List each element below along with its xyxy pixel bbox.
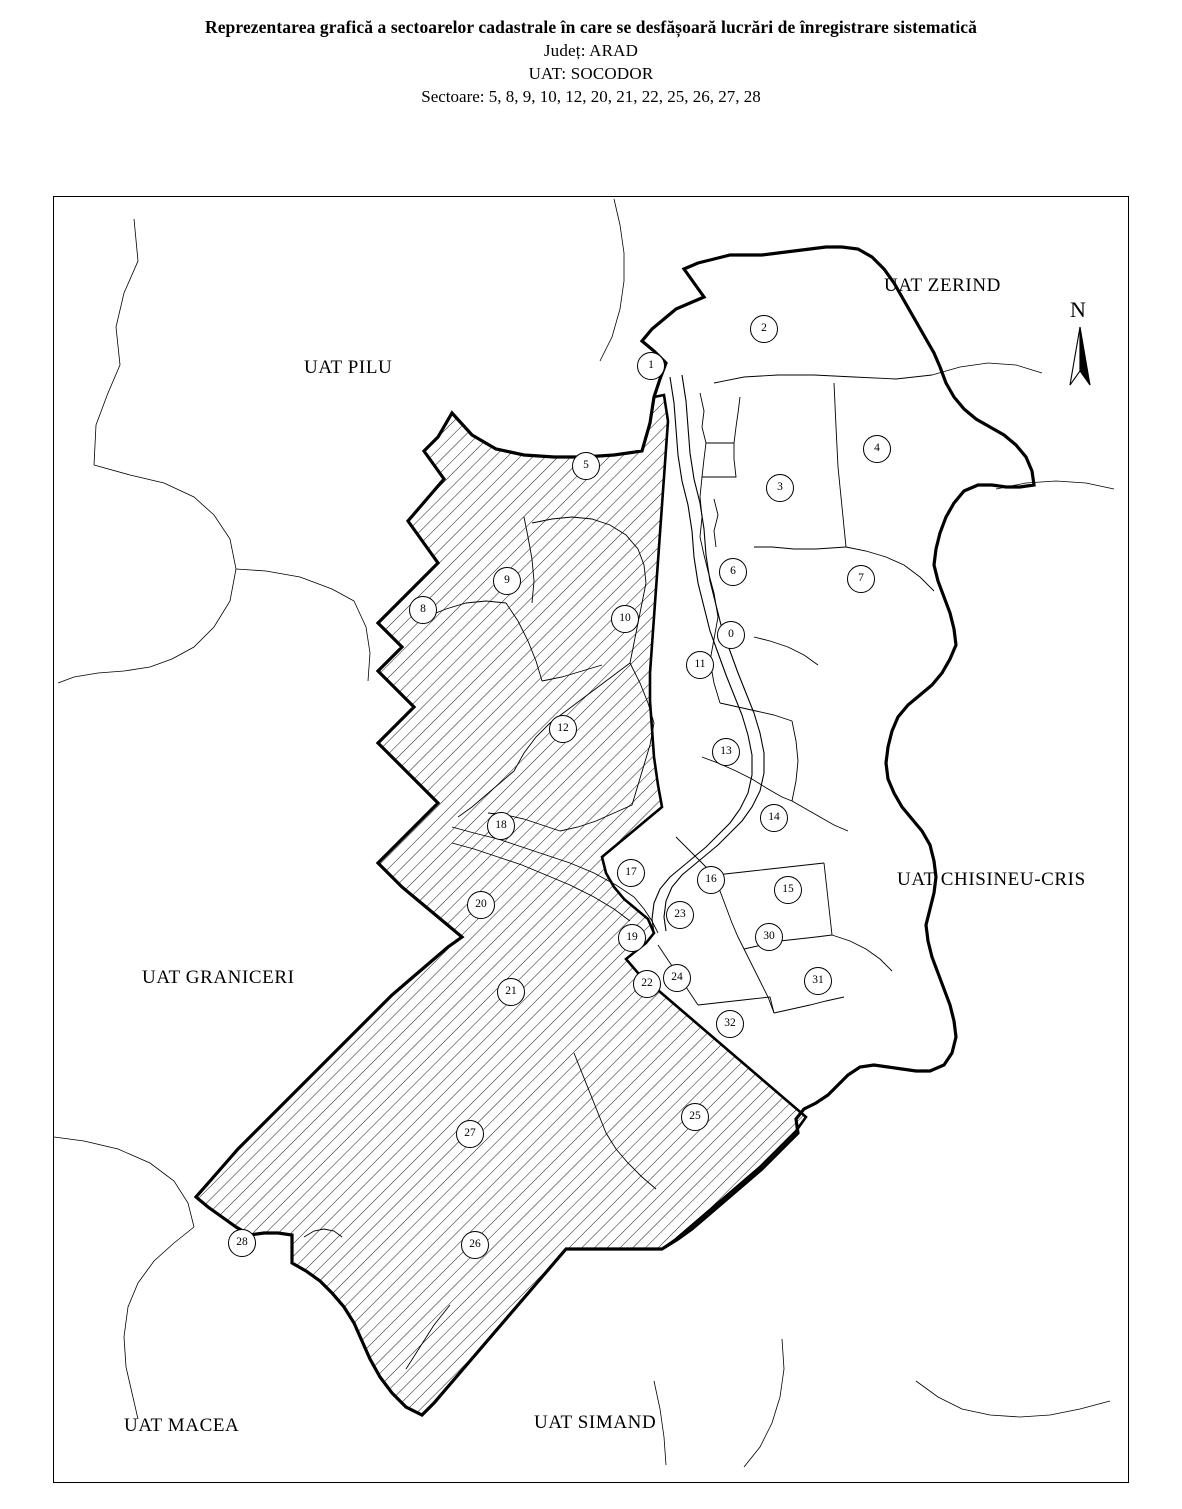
sector-marker-21[interactable]: 21	[497, 978, 525, 1006]
sector-marker-11[interactable]: 11	[686, 651, 714, 679]
sector-marker-2[interactable]: 2	[750, 315, 778, 343]
sector-marker-25[interactable]: 25	[681, 1103, 709, 1131]
sector-marker-26[interactable]: 26	[461, 1231, 489, 1259]
sector-marker-7[interactable]: 7	[847, 565, 875, 593]
sector-marker-18[interactable]: 18	[487, 812, 515, 840]
title-line-county: Județ: ARAD	[543, 40, 639, 60]
sector-marker-17[interactable]: 17	[617, 859, 645, 887]
map-frame	[53, 196, 1129, 1483]
uat-label-macea: UAT MACEA	[124, 1415, 240, 1436]
uat-label-chisineu-cris: UAT CHISINEU-CRIS	[897, 869, 1086, 890]
uat-label-graniceri: UAT GRANICERI	[142, 967, 295, 988]
sector-marker-28[interactable]: 28	[228, 1229, 256, 1257]
sector-marker-24[interactable]: 24	[663, 964, 691, 992]
sector-marker-14[interactable]: 14	[760, 804, 788, 832]
north-label: N	[1070, 297, 1086, 322]
sector-marker-8[interactable]: 8	[409, 596, 437, 624]
sector-marker-13[interactable]: 13	[712, 738, 740, 766]
north-arrow-icon	[1054, 323, 1114, 393]
sector-marker-30[interactable]: 30	[755, 923, 783, 951]
north-arrow	[1054, 297, 1114, 387]
sector-marker-27[interactable]: 27	[456, 1120, 484, 1148]
sector-marker-9[interactable]: 9	[493, 567, 521, 595]
sector-marker-10[interactable]: 10	[611, 605, 639, 633]
sector-marker-23[interactable]: 23	[666, 901, 694, 929]
sector-marker-19[interactable]: 19	[618, 924, 646, 952]
title-line-main: Reprezentarea grafică a sectoarelor cadastrale în care se desfășoară lucrări de înregistrare sistematică	[204, 17, 978, 37]
uat-label-zerind: UAT ZERIND	[884, 275, 1002, 296]
sector-marker-20[interactable]: 20	[467, 891, 495, 919]
sector-marker-4[interactable]: 4	[863, 435, 891, 463]
sector-marker-22[interactable]: 22	[633, 970, 661, 998]
sector-marker-12[interactable]: 12	[549, 715, 577, 743]
sector-marker-15[interactable]: 15	[774, 876, 802, 904]
title-line-sectors: Sectoare: 5, 8, 9, 10, 12, 20, 21, 22, 25, 26, 27, 28	[421, 86, 761, 106]
sector-marker-5[interactable]: 5	[572, 452, 600, 480]
page-title	[0, 16, 1182, 108]
sector-marker-3[interactable]: 3	[766, 474, 794, 502]
uat-label-simand: UAT SIMAND	[534, 1412, 657, 1433]
sector-marker-31[interactable]: 31	[804, 967, 832, 995]
sector-marker-6[interactable]: 6	[719, 558, 747, 586]
hatched-work-area	[196, 395, 806, 1415]
sector-marker-0[interactable]: 0	[717, 621, 745, 649]
sector-marker-1[interactable]: 1	[637, 352, 665, 380]
uat-label-pilu: UAT PILU	[304, 357, 393, 378]
sector-marker-16[interactable]: 16	[697, 866, 725, 894]
title-line-uat: UAT: SOCODOR	[528, 63, 654, 83]
sector-marker-32[interactable]: 32	[716, 1010, 744, 1038]
cadastral-map-drawing	[54, 197, 1128, 1482]
